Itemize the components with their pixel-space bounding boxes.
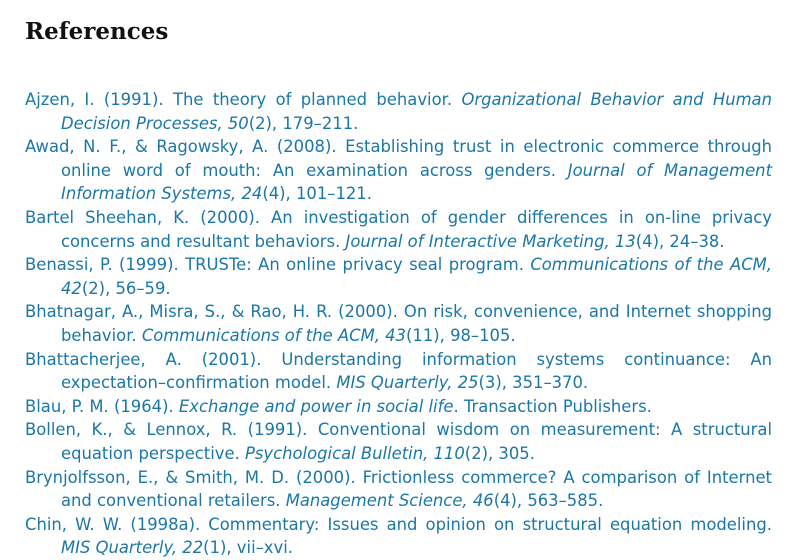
reference-text: Bollen, K., & Lennox, R. (1991). Conventional wisdom on measurement: A structural equation perspective. [25,420,772,463]
reference-text: Ajzen, I. (1991). The theory of planned behavior. [25,90,462,109]
reference-entry [25,206,772,253]
reference-text: Brynjolfsson, E., & Smith, M. D. (2000). Frictionless commerce? A comparison of Internet and conventional retailers. [25,467,772,511]
reference-entry [25,88,772,135]
reference-entry [25,300,772,347]
reference-journal: Journal of Interactive Marketing, 13 [345,231,636,251]
reference-text: Benassi, P. (1999). TRUSTe: An online privacy seal program. [25,255,531,275]
reference-journal: Journal of Management Information Systems, 24 [61,160,772,204]
reference-book-title: Exchange and power in social life [178,396,454,416]
references-page [25,14,772,560]
reference-journal: Organizational Behavior and Human Decision Processes, 50 [61,90,772,133]
reference-text: (4), 101–121. [262,184,372,204]
reference-text: . Transaction Publishers. [453,396,652,416]
reference-entry [25,418,772,465]
reference-text: (2), 56–59. [81,278,171,298]
reference-journal: Communications of the ACM, 42 [61,255,772,298]
reference-text: (2), 179–211. [248,113,359,133]
reference-text: (11), 98–105. [406,325,516,345]
reference-text: Awad, N. F., & Ragowsky, A. (2008). Establishing trust in electronic commerce through online word of mouth: An examination across genders. [25,137,772,180]
reference-text: (4), 563–585. [493,491,604,511]
section-heading: References [25,18,169,45]
reference-entry [25,253,772,300]
reference-text: Chin, W. W. (1998a). Commentary: Issues and opinion on structural equation modeling. [25,514,772,534]
reference-journal: MIS Quarterly, 25 [336,373,479,393]
reference-list [25,88,772,560]
reference-journal: Psychological Bulletin, 110 [244,443,465,463]
reference-text: Bhatnagar, A., Misra, S., & Rao, H. R. (2000). On risk, convenience, and Internet shopping behavior. [25,302,772,345]
reference-text: Bhattacherjee, A. (2001). Understanding information systems continuance: An expectation–confirmation model. [25,349,772,393]
reference-entry [25,466,772,513]
reference-entry [25,348,772,395]
reference-text: (1), vii–xvi. [203,538,293,558]
reference-text: (2), 305. [464,443,535,463]
reference-entry [25,135,772,206]
reference-text: (4), 24–38. [635,231,725,251]
reference-journal: MIS Quarterly, 22 [61,538,204,558]
reference-text: (3), 351–370. [478,373,589,393]
reference-entry [25,395,772,419]
reference-text: Bartel Sheehan, K. (2000). An investigation of gender differences in on-line privacy concerns and resultant behaviors. [25,207,772,251]
reference-journal: Communications of the ACM, 43 [141,325,406,345]
reference-text: Blau, P. M. (1964). [25,396,179,416]
reference-journal: Management Science, 46 [285,491,494,511]
reference-entry [25,513,772,560]
